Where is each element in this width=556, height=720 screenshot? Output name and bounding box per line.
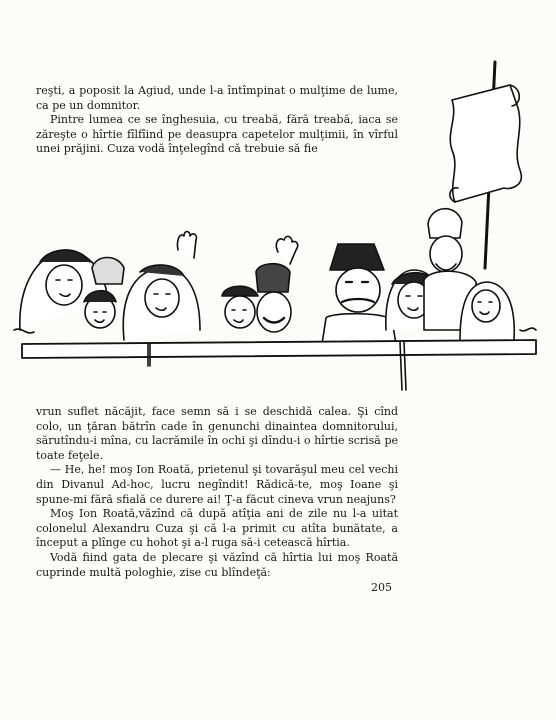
crowd-illustration [0,60,556,400]
paragraph: Moş Ion Roată,văzînd că după atîţia ani de zile nu l-a uitat colonelul Alexandru Cuza şi că l-a primit cu atîta bunătate, a început a plînge cu hohot şi a-l ruga să-i cetească hîrtia. [36,507,398,550]
paragraph: — He, he! moş Ion Roată, prietenul şi tovarăşul meu cel vechi din Divanul Ad-hoc, lucru negîndit! Rădică-te, moş Ioane şi spune-mi fără sfială ce durere ai! Ţ-a făcut cineva vrun neajuns? [36,463,398,506]
page-number: 205 [371,581,392,594]
paragraph: Vodă fiind gata de plecare şi văzînd că hîrtia lui moş Roată cuprinde multă pologhie, zise cu blîndeţă: [36,550,398,579]
bottom-text-block [36,405,398,580]
paragraph: reşti, a poposit la Agiud, unde l-a întîmpinat o mulţime de lume, ca pe un domnitor. [36,84,398,112]
paragraph: Pintre lumea ce se înghesuia, cu treabă, fără treabă, iaca se zăreşte o hîrtie fîlfîind pe deasupra capetelor mulţimii, în vîrful unei prăjini. Cuza vodă înţelegînd că trebuie să fie [36,113,398,156]
wooden-railing [14,328,536,390]
paragraph: vrun suflet năcăjit, face semn să i se deschidă calea. Şi cînd colo, un ţăran bătrîn cade în genunchi dinaintea domnitorului, sărutîndu-i mîna, cu lacrămile în ochi şi dîndu-i o hîrtie scrisă pe toate feţele. [36,405,398,462]
crowd-figures [20,209,514,344]
